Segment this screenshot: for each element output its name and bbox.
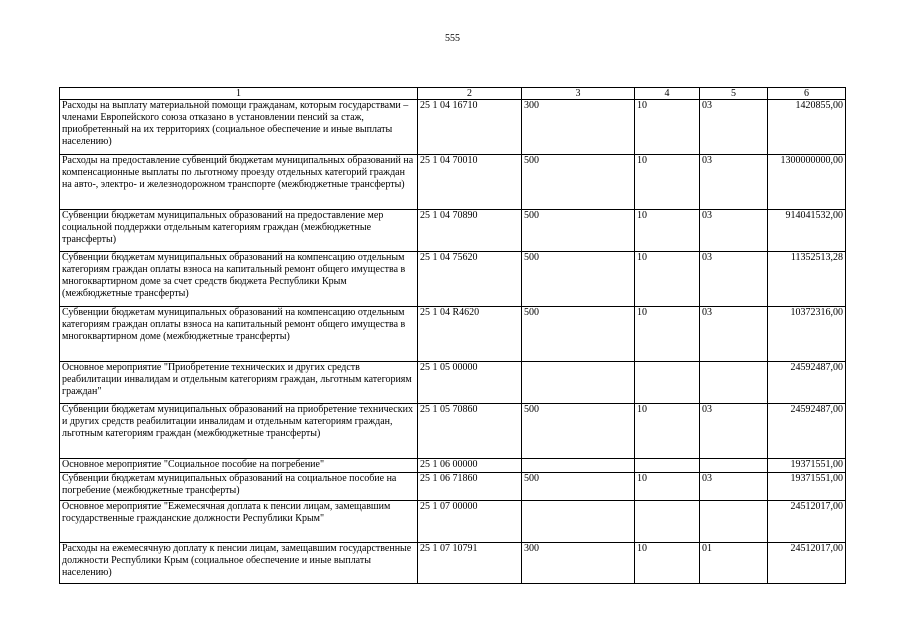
row-subsection: 03 [700,473,768,501]
row-description: Субвенции бюджетам муниципальных образований на компенсацию отдельным категориям граждан оплаты взноса на капитальный ремонт общего имущества в многоквартирном доме (межбюджетные трансферты) [60,307,418,362]
table-row [60,501,846,543]
row-expense-type: 300 [522,543,635,584]
row-description: Расходы на ежемесячную доплату к пенсии лицам, замещавшим государственные должности Республики Крым (социальное обеспечение и иные выплаты населению) [60,543,418,584]
table-row [60,362,846,404]
row-description: Основное мероприятие "Приобретение технических и других средств реабилитации инвалидам и отдельным категориям граждан, льготным категориям граждан" [60,362,418,404]
row-expense-type: 500 [522,252,635,307]
row-section: 10 [635,307,700,362]
row-expense-type: 300 [522,100,635,155]
row-code: 25 1 04 70890 [418,210,522,252]
row-subsection [700,501,768,543]
row-section [635,459,700,473]
row-description: Субвенции бюджетам муниципальных образований на компенсацию отдельным категориям граждан оплаты взноса на капитальный ремонт общего имущества в многоквартирном доме за счет средств бюджета Республики Крым (межбюджетные трансферты) [60,252,418,307]
row-code: 25 1 06 71860 [418,473,522,501]
table-row [60,155,846,210]
row-code: 25 1 04 75620 [418,252,522,307]
row-subsection: 03 [700,307,768,362]
row-expense-type: 500 [522,473,635,501]
header-col-3: 3 [522,88,635,100]
row-section: 10 [635,252,700,307]
row-section: 10 [635,155,700,210]
table-row [60,307,846,362]
header-col-1: 1 [60,88,418,100]
row-amount: 19371551,00 [768,459,846,473]
row-section: 10 [635,543,700,584]
row-code: 25 1 06 00000 [418,459,522,473]
table-row [60,473,846,501]
row-expense-type [522,459,635,473]
row-section [635,362,700,404]
row-amount: 24592487,00 [768,362,846,404]
row-subsection: 03 [700,155,768,210]
row-amount: 24592487,00 [768,404,846,459]
header-row [60,88,846,100]
table-row [60,543,846,584]
row-code: 25 1 05 00000 [418,362,522,404]
row-expense-type [522,501,635,543]
row-code: 25 1 07 10791 [418,543,522,584]
header-col-4: 4 [635,88,700,100]
row-subsection: 01 [700,543,768,584]
row-description: Субвенции бюджетам муниципальных образований на приобретение технических и других средств реабилитации инвалидам и отдельным категориям граждан, льготным категориям граждан (межбюджетные трансферты) [60,404,418,459]
row-code: 25 1 07 00000 [418,501,522,543]
budget-table [59,87,846,584]
row-expense-type: 500 [522,210,635,252]
header-col-5: 5 [700,88,768,100]
row-amount: 24512017,00 [768,543,846,584]
row-subsection [700,362,768,404]
row-description: Расходы на выплату материальной помощи гражданам, которым государствами – членами Европейского союза отказано в установлении пенсий за стаж, приобретенный на их территориях (социальное обеспечение и иные выплаты населению) [60,100,418,155]
row-amount: 19371551,00 [768,473,846,501]
row-expense-type: 500 [522,155,635,210]
row-code: 25 1 04 16710 [418,100,522,155]
row-subsection: 03 [700,252,768,307]
row-subsection: 03 [700,404,768,459]
table-row [60,252,846,307]
row-section [635,501,700,543]
row-section: 10 [635,210,700,252]
row-subsection: 03 [700,210,768,252]
row-amount: 1420855,00 [768,100,846,155]
row-section: 10 [635,473,700,501]
row-expense-type [522,362,635,404]
row-subsection: 03 [700,100,768,155]
row-section: 10 [635,404,700,459]
row-amount: 10372316,00 [768,307,846,362]
table-row [60,404,846,459]
row-code: 25 1 04 70010 [418,155,522,210]
row-amount: 1300000000,00 [768,155,846,210]
table-row [60,210,846,252]
row-description: Основное мероприятие "Ежемесячная доплата к пенсии лицам, замещавшим государственные гражданские должности Республики Крым" [60,501,418,543]
row-description: Основное мероприятие "Социальное пособие на погребение" [60,459,418,473]
header-col-6: 6 [768,88,846,100]
row-amount: 914041532,00 [768,210,846,252]
row-expense-type: 500 [522,307,635,362]
row-section: 10 [635,100,700,155]
row-description: Расходы на предоставление субвенций бюджетам муниципальных образований на компенсационные выплаты по льготному проезду отдельных категорий граждан на авто-, электро- и железнодорожном транспорте (межбюджетные трансферты) [60,155,418,210]
table-row [60,459,846,473]
row-amount: 11352513,28 [768,252,846,307]
row-expense-type: 500 [522,404,635,459]
row-description: Субвенции бюджетам муниципальных образований на предоставление мер социальной поддержки отдельным категориям граждан (межбюджетные трансферты) [60,210,418,252]
header-col-2: 2 [418,88,522,100]
row-subsection [700,459,768,473]
row-code: 25 1 05 70860 [418,404,522,459]
row-amount: 24512017,00 [768,501,846,543]
table-row [60,100,846,155]
page-number: 555 [445,33,460,44]
row-code: 25 1 04 R4620 [418,307,522,362]
row-description: Субвенции бюджетам муниципальных образований на социальное пособие на погребение (межбюджетные трансферты) [60,473,418,501]
